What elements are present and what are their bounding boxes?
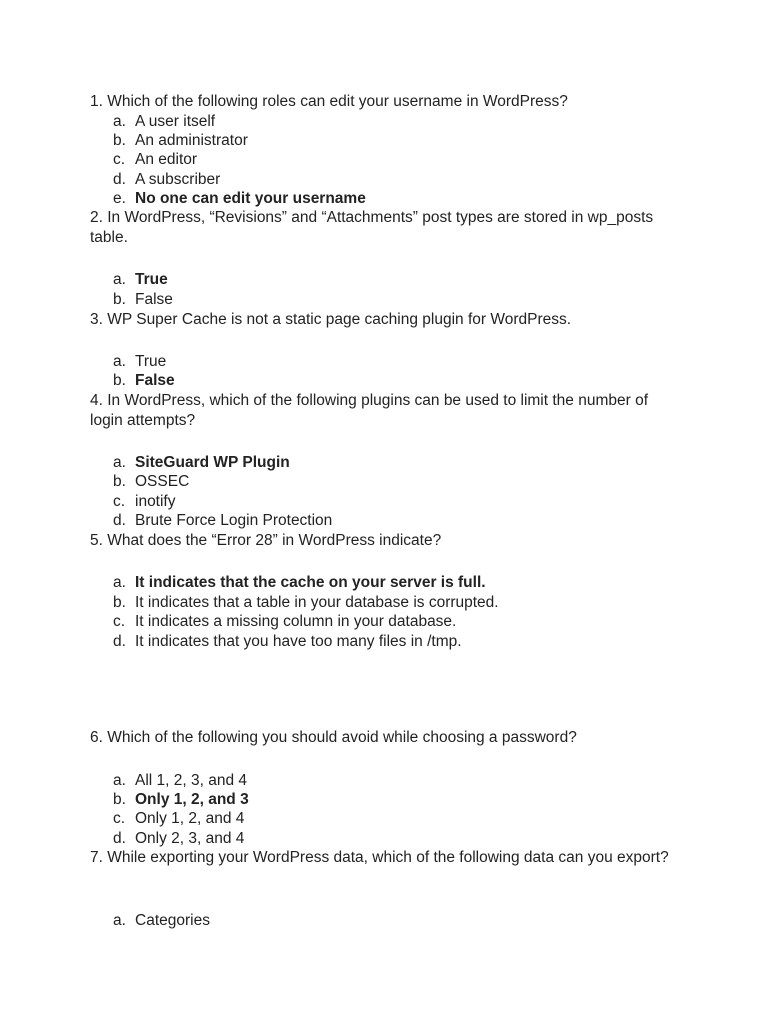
option-item bbox=[113, 809, 244, 829]
option-letter: b. bbox=[113, 791, 126, 808]
option-letter: a. bbox=[113, 353, 126, 370]
option-letter: a. bbox=[113, 772, 126, 789]
option-letter: e. bbox=[113, 190, 126, 207]
correct-answer-text: It indicates that the cache on your server is full. bbox=[135, 574, 486, 591]
option-letter: d. bbox=[113, 633, 126, 650]
correct-answer-text: True bbox=[135, 271, 168, 288]
option-text: Only 2, 3, and 4 bbox=[135, 830, 245, 847]
option-letter: d. bbox=[113, 830, 126, 847]
option-letter: c. bbox=[113, 151, 126, 168]
option-item bbox=[113, 492, 176, 512]
option-text: A user itself bbox=[135, 113, 216, 130]
option-text: It indicates that you have too many files in /tmp. bbox=[135, 633, 462, 650]
option-text: Brute Force Login Protection bbox=[135, 512, 333, 529]
option-text: OSSEC bbox=[135, 473, 190, 490]
option-item bbox=[113, 593, 499, 613]
correct-answer-text: No one can edit your username bbox=[135, 190, 366, 207]
question-5-text: 5. What does the “Error 28” in WordPress indicate? bbox=[90, 532, 442, 549]
option-item bbox=[113, 829, 244, 849]
option-letter: b. bbox=[113, 132, 126, 149]
option-item bbox=[113, 270, 168, 290]
option-item bbox=[113, 453, 290, 473]
option-item bbox=[113, 612, 456, 632]
correct-answer-text: False bbox=[135, 372, 175, 389]
question-6-text: 6. Which of the following you should avoid while choosing a password? bbox=[90, 729, 577, 746]
option-text: Categories bbox=[135, 912, 210, 929]
option-item bbox=[113, 573, 486, 593]
option-item bbox=[113, 131, 248, 151]
option-letter: b. bbox=[113, 473, 126, 490]
option-text: True bbox=[135, 353, 167, 370]
option-item bbox=[113, 112, 215, 132]
option-item bbox=[113, 189, 366, 209]
option-letter: d. bbox=[113, 171, 126, 188]
option-letter: a. bbox=[113, 454, 126, 471]
option-item bbox=[113, 371, 175, 391]
option-text: An administrator bbox=[135, 132, 248, 149]
correct-answer-text: SiteGuard WP Plugin bbox=[135, 454, 290, 471]
option-item bbox=[113, 771, 247, 791]
option-letter: d. bbox=[113, 512, 126, 529]
correct-answer-text: Only 1, 2, and 3 bbox=[135, 791, 249, 808]
option-item bbox=[113, 352, 166, 372]
option-text: It indicates a missing column in your database. bbox=[135, 613, 457, 630]
option-item bbox=[113, 911, 210, 931]
option-item bbox=[113, 170, 220, 190]
option-text: inotify bbox=[135, 493, 176, 510]
option-text: False bbox=[135, 291, 173, 308]
option-text: All 1, 2, 3, and 4 bbox=[135, 772, 248, 789]
option-text: An editor bbox=[135, 151, 198, 168]
question-4-text: 4. In WordPress, which of the following plugins can be used to limit the number of login attempts? bbox=[90, 392, 649, 429]
option-letter: c. bbox=[113, 810, 126, 827]
option-letter: b. bbox=[113, 594, 126, 611]
option-letter: c. bbox=[113, 493, 126, 510]
option-item bbox=[113, 790, 249, 810]
question-7-text: 7. While exporting your WordPress data, which of the following data can you export? bbox=[90, 849, 669, 866]
question-3-text: 3. WP Super Cache is not a static page caching plugin for WordPress. bbox=[90, 311, 572, 328]
question-1-text: 1. Which of the following roles can edit your username in WordPress? bbox=[90, 93, 568, 110]
option-item bbox=[113, 472, 189, 492]
option-letter: a. bbox=[113, 271, 126, 288]
option-letter: a. bbox=[113, 574, 126, 591]
option-text: It indicates that a table in your database is corrupted. bbox=[135, 594, 499, 611]
question-2-text: 2. In WordPress, “Revisions” and “Attachments” post types are stored in wp_posts table. bbox=[90, 209, 654, 246]
option-letter: c. bbox=[113, 613, 126, 630]
option-item bbox=[113, 290, 173, 310]
option-item bbox=[113, 150, 197, 170]
option-item bbox=[113, 511, 332, 531]
option-text: A subscriber bbox=[135, 171, 221, 188]
option-letter: b. bbox=[113, 291, 126, 308]
option-letter: b. bbox=[113, 372, 126, 389]
option-text: Only 1, 2, and 4 bbox=[135, 810, 245, 827]
option-item bbox=[113, 632, 462, 652]
option-letter: a. bbox=[113, 113, 126, 130]
option-letter: a. bbox=[113, 912, 126, 929]
